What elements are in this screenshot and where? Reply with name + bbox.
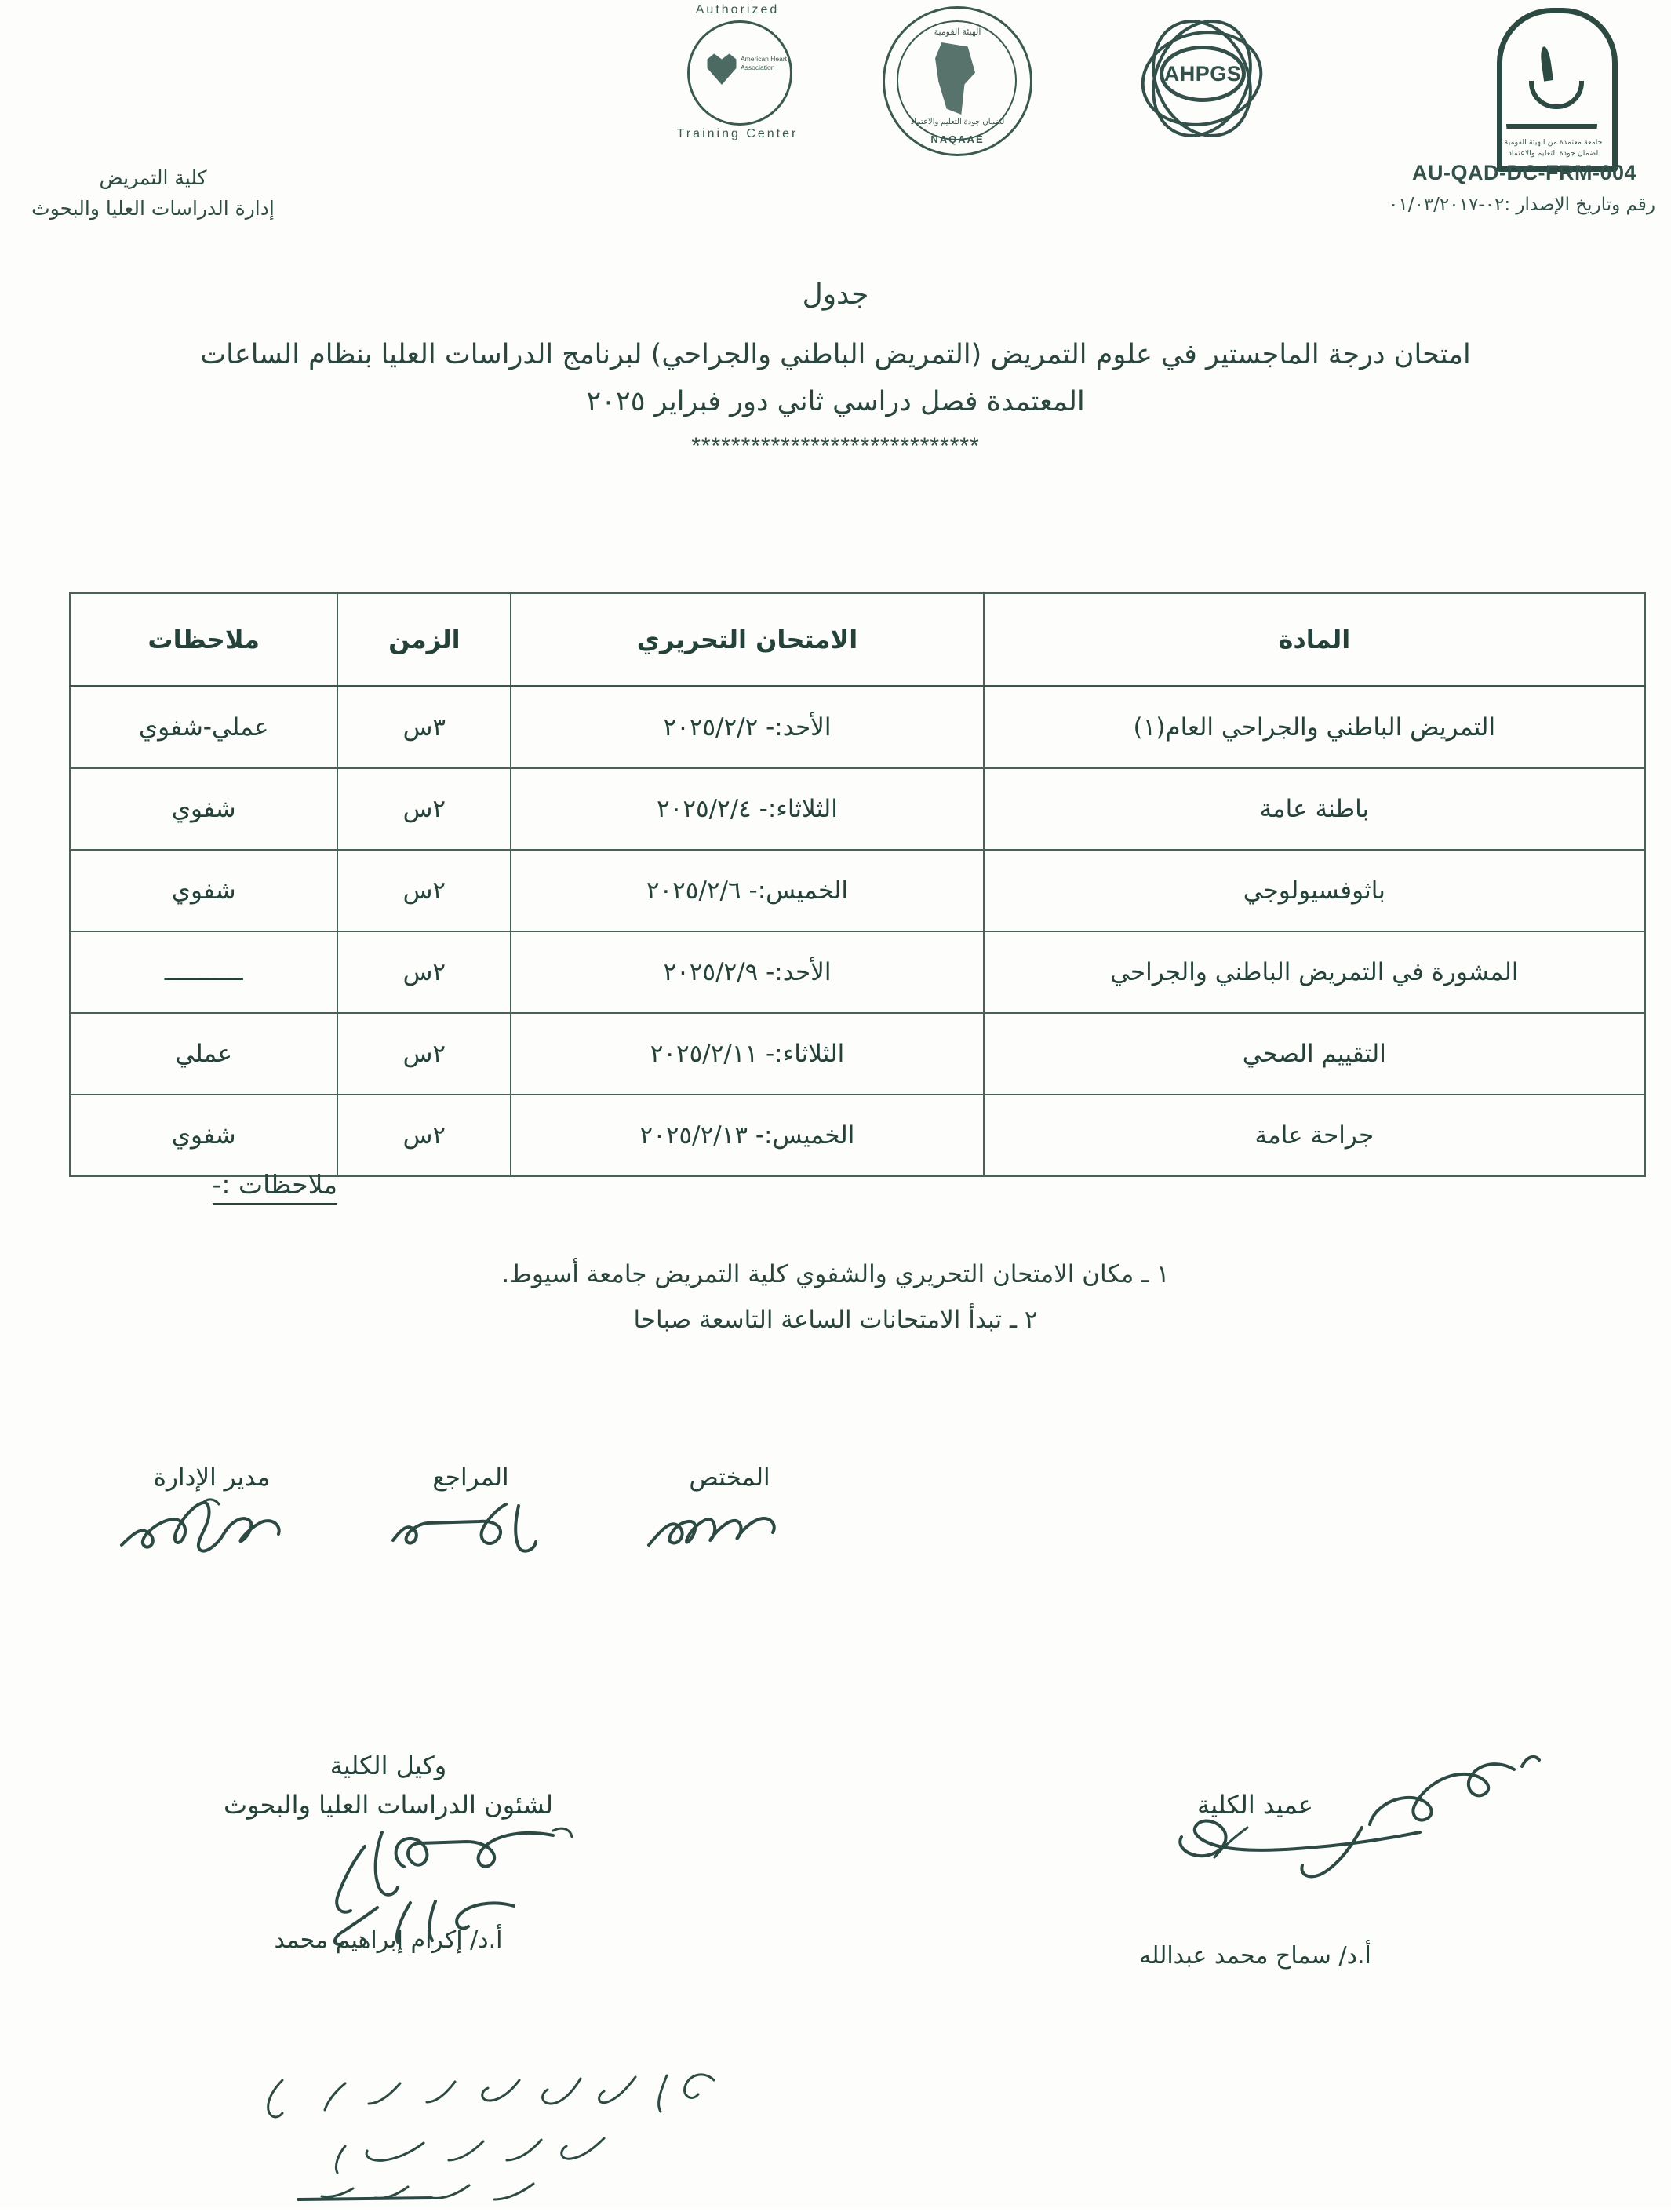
cell-exam-date: الأحد:- ٢٠٢٥/٢/٩ xyxy=(511,931,983,1013)
vice-dean-role-line1: وكيل الكلية xyxy=(329,1751,447,1780)
aha-arc-top: Authorized xyxy=(695,3,780,16)
cell-notes: شفوي xyxy=(70,1095,337,1176)
cell-duration: ٢س xyxy=(337,1095,511,1176)
cell-notes: عملي-شفوي xyxy=(70,687,337,769)
cell-exam-date: الثلاثاء:- ٢٠٢٥/٢/١١ xyxy=(511,1013,983,1095)
note-item: ١ ـ مكان الامتحان التحريري والشفوي كلية التمريض جامعة أسيوط. xyxy=(501,1260,1170,1288)
vice-dean-name: أ.د/ إكرام إبراهيم محمد xyxy=(274,1926,503,1954)
dean-role-label: عميد الكلية xyxy=(1197,1790,1313,1820)
table-row xyxy=(70,1013,1645,1095)
signature-column-reviewer xyxy=(353,1463,588,1567)
dean-signature-block xyxy=(981,1785,1530,1970)
naqaae-arabic-bottom: لضمان جودة التعليم والاعتماد xyxy=(910,118,1005,126)
assiut-university-nursing-seal-icon xyxy=(1475,6,1632,167)
cell-notes: ـــــــــــ xyxy=(70,931,337,1013)
column-header-written-exam: الامتحان التحريري xyxy=(511,593,983,687)
cell-subject: التمريض الباطني والجراحي العام(١) xyxy=(984,687,1645,769)
cell-duration: ٢س xyxy=(337,1013,511,1095)
aha-arc-bottom: Training Center xyxy=(676,127,799,140)
handwritten-signature xyxy=(94,1496,329,1567)
cell-exam-date: الخميس:- ٢٠٢٥/٢/١٣ xyxy=(511,1095,983,1176)
table-header-row xyxy=(70,593,1645,687)
naqaae-stamp-icon xyxy=(873,2,1042,170)
cell-exam-date: الثلاثاء:- ٢٠٢٥/٢/٤ xyxy=(511,768,983,850)
table-row xyxy=(70,1095,1645,1176)
cell-duration: ٢س xyxy=(337,768,511,850)
handwritten-signature xyxy=(612,1496,847,1567)
cell-subject: باطنة عامة xyxy=(984,768,1645,850)
cell-subject: المشورة في التمريض الباطني والجراحي xyxy=(984,931,1645,1013)
signature-role-label: المختص xyxy=(689,1463,770,1492)
aha-training-center-icon xyxy=(659,3,816,156)
seal-text-line2: لضمان جودة التعليم والاعتماد xyxy=(1508,149,1599,158)
handwritten-annotation xyxy=(196,2052,745,2209)
cell-duration: ٢س xyxy=(337,931,511,1013)
signature-role-label: مدير الإدارة xyxy=(153,1463,271,1492)
notes-heading: ملاحظات :- xyxy=(213,1169,337,1205)
page-subtitle: امتحان درجة الماجستير في علوم التمريض (التمريض الباطني والجراحي) لبرنامج الدراسات العليا بنظام الساعات المعتمدة فصل دراسي ثاني دور فبراير ٢٠٢٥ xyxy=(200,339,1471,417)
table-row xyxy=(70,850,1645,931)
column-header-time: الزمن xyxy=(337,593,511,687)
ahpgs-label: AHPGS xyxy=(1163,62,1242,86)
naqaae-acronym: NAQAAE xyxy=(930,133,985,145)
cell-notes: شفوي xyxy=(70,850,337,931)
cell-notes: شفوي xyxy=(70,768,337,850)
table-row xyxy=(70,687,1645,769)
cell-duration: ٣س xyxy=(337,687,511,769)
signature-role-label: المراجع xyxy=(432,1463,509,1492)
column-header-subject: المادة xyxy=(984,593,1645,687)
page-title: جدول xyxy=(802,279,869,311)
cell-exam-date: الخميس:- ٢٠٢٥/٢/٦ xyxy=(511,850,983,931)
cell-duration: ٢س xyxy=(337,850,511,931)
document-header xyxy=(0,0,1671,259)
department-block xyxy=(0,166,306,220)
naqaae-arabic-top: الهيئة القومية xyxy=(934,27,981,37)
signature-roles-row xyxy=(94,1463,847,1567)
bottom-signature-blocks xyxy=(0,1738,1671,2021)
note-item: ٢ ـ تبدأ الامتحانات الساعة التاسعة صباحا xyxy=(633,1306,1038,1334)
seal-text-line1: جامعة معتمدة من الهيئة القومية xyxy=(1504,138,1603,147)
exam-schedule-table xyxy=(69,592,1646,1177)
cell-subject: جراحة عامة xyxy=(984,1095,1645,1176)
cell-subject: التقييم الصحي xyxy=(984,1013,1645,1095)
cell-notes: عملي xyxy=(70,1013,337,1095)
notes-list xyxy=(0,1252,1671,1343)
vice-dean-signature-block xyxy=(98,1746,679,1954)
faculty-name: كلية التمريض xyxy=(99,166,207,189)
title-divider: ***************************** xyxy=(691,433,980,459)
table-row xyxy=(70,768,1645,850)
document-title-block xyxy=(0,279,1671,460)
department-name: إدارة الدراسات العليا والبحوث xyxy=(31,197,275,220)
vice-dean-role-line2: لشئون الدراسات العليا والبحوث xyxy=(223,1790,554,1820)
cell-subject: باثوفسيولوجي xyxy=(984,850,1645,931)
signature-column-specialist xyxy=(612,1463,847,1567)
form-issue-date: رقم وتاريخ الإصدار :٠٢-٠١/٠٣/٢٠١٧ xyxy=(1389,195,1655,215)
handwritten-signature xyxy=(353,1496,588,1567)
table-row xyxy=(70,931,1645,1013)
ahpgs-logo-icon xyxy=(1114,8,1283,153)
signature-column-admin-director xyxy=(94,1463,329,1567)
form-code: AU-QAD-DC-FRM-004 xyxy=(1412,161,1636,184)
column-header-notes: ملاحظات xyxy=(70,593,337,687)
cell-exam-date: الأحد:- ٢٠٢٥/٢/٢ xyxy=(511,687,983,769)
dean-name: أ.د/ سماح محمد عبدالله xyxy=(1139,1942,1371,1970)
dean-handwritten-signature xyxy=(1153,1746,1545,1903)
aha-association-name: American Heart Association xyxy=(741,55,788,71)
